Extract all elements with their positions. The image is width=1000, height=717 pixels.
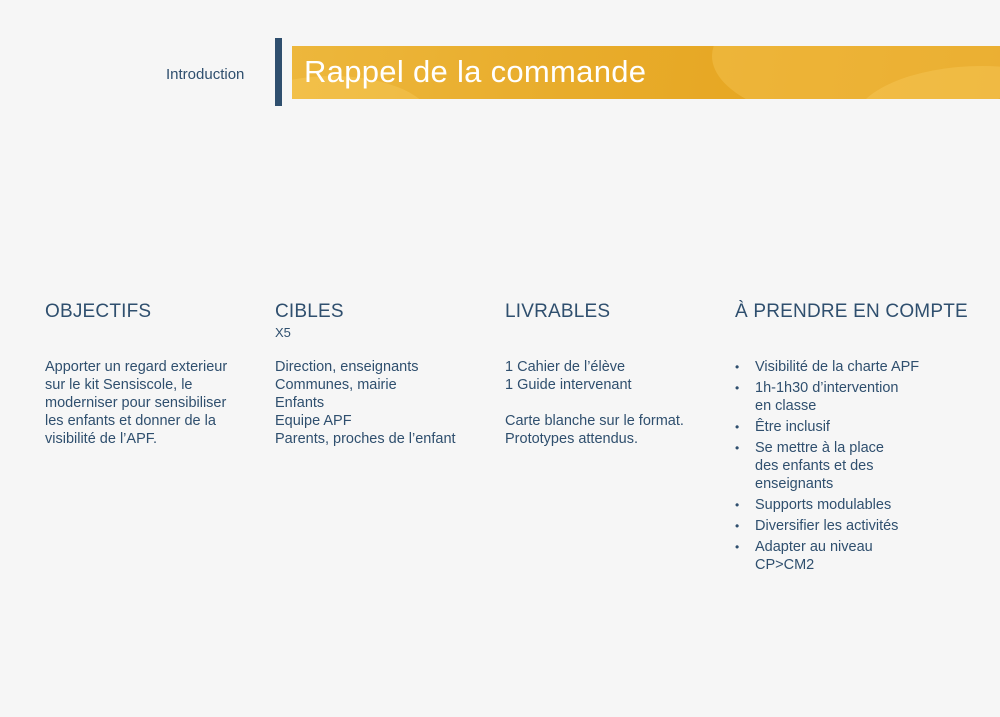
column-body <box>735 358 919 577</box>
column-a-prendre-en-compte <box>735 300 985 573</box>
body-line: Prototypes attendus. <box>505 431 638 447</box>
column-heading: CIBLES <box>275 301 344 322</box>
bullet-icon: • <box>735 519 740 533</box>
list-item <box>735 496 919 514</box>
column-body <box>275 358 456 448</box>
list-item-text: Se mettre à la place <box>755 440 884 456</box>
list-item-text: Adapter au niveau <box>755 539 873 555</box>
body-line: Direction, enseignants <box>275 359 419 375</box>
list-item-text: en classe <box>755 398 817 414</box>
body-line: sur le kit Sensiscole, le <box>45 377 193 393</box>
body-line: Equipe APF <box>275 413 352 429</box>
bullet-icon: • <box>735 360 740 374</box>
list-item-text: Visibilité de la charte APF <box>755 359 920 375</box>
list-item <box>735 418 919 436</box>
section-label: Introduction <box>166 66 245 83</box>
bullet-icon: • <box>735 498 740 512</box>
list-item <box>735 439 919 493</box>
column-heading: À PRENDRE EN COMPTE <box>735 301 968 322</box>
bullet-icon: • <box>735 540 740 554</box>
column-objectifs <box>45 300 260 447</box>
title-divider-bar <box>275 38 282 106</box>
body-line: visibilité de l’APF. <box>45 431 158 447</box>
column-livrables <box>505 300 720 447</box>
body-line: Enfants <box>275 395 325 411</box>
list-item-text: CP>CM2 <box>755 557 815 573</box>
list-item-text: Être inclusif <box>755 419 830 435</box>
list-item <box>735 517 919 535</box>
column-heading: LIVRABLES <box>505 301 611 322</box>
column-body <box>505 358 684 448</box>
bullet-icon: • <box>735 381 740 395</box>
column-heading: OBJECTIFS <box>45 301 152 322</box>
list-item-text: enseignants <box>755 476 834 492</box>
body-line: les enfants et donner de la <box>45 413 216 429</box>
body-line: Parents, proches de l’enfant <box>275 431 456 447</box>
body-line: moderniser pour sensibiliser <box>45 395 227 411</box>
body-line: Communes, mairie <box>275 377 397 393</box>
list-item-text: des enfants et des <box>755 458 874 474</box>
body-spacer <box>505 394 684 412</box>
column-cibles <box>275 300 490 447</box>
list-item-text: 1h-1h30 d’intervention <box>755 380 899 396</box>
page-title: Rappel de la commande <box>304 54 647 89</box>
body-line: Carte blanche sur le format. <box>505 413 684 429</box>
bullet-icon: • <box>735 420 740 434</box>
list-item-text: Diversifier les activités <box>755 518 899 534</box>
body-line: 1 Cahier de l’élève <box>505 359 626 375</box>
list-item <box>735 379 919 415</box>
list-item <box>735 358 919 376</box>
bullet-icon: • <box>735 441 740 455</box>
list-item <box>735 538 919 574</box>
list-item-text: Supports modulables <box>755 497 892 513</box>
body-line: 1 Guide intervenant <box>505 377 632 393</box>
bullet-list <box>735 358 919 574</box>
column-body <box>45 358 227 448</box>
column-subheading: X5 <box>275 325 291 340</box>
body-line: Apporter un regard exterieur <box>45 359 228 375</box>
title-banner <box>292 46 1000 99</box>
